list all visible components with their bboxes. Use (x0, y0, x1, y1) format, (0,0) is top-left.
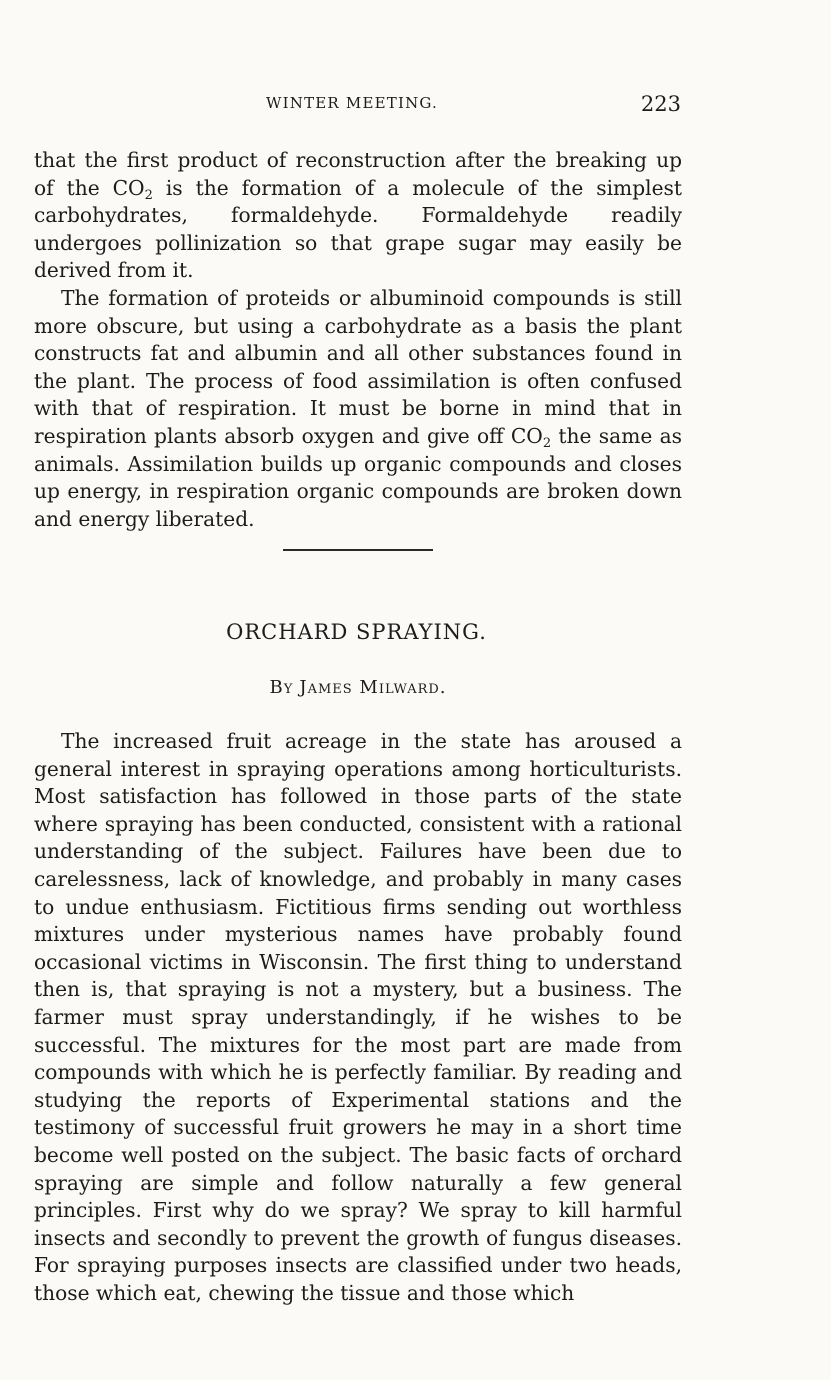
byline (0, 677, 716, 698)
author-name: James Milward. (299, 677, 447, 698)
paragraph-text: the same as animals. Assimilation builds up organic compounds and closes up energy, in respiration organic compounds are broken down and energy liberated. (34, 423, 682, 531)
paragraph-text: that the first product of reconstruction after the breaking up of the CO (34, 148, 682, 200)
running-head (0, 92, 831, 122)
running-title: WINTER MEETING. (266, 94, 439, 112)
paragraph (34, 147, 682, 285)
page-number: 223 (640, 92, 681, 116)
byline-prefix: By (269, 677, 294, 698)
paragraph-text: is the formation of a molecule of the simplest carbohydrates, formaldehyde. Formaldehyde readily undergoes pollinization so that grape sugar may easily be derived from it. (34, 175, 682, 283)
previous-article-text (34, 147, 682, 533)
paragraph: The increased fruit acreage in the state has aroused a general interest in spraying operations among horticulturists. Most satisfaction has followed in those parts of the state where spraying has been conducted, consistent with a rational understanding of the subject. Failures have been due to carelessness, lack of knowledge, and probably in many cases to undue enthusiasm. Fictitious firms sending out worthless mixtures under mysterious names have probably found occasional victims in Wisconsin. The first thing to understand then is, that spraying is not a mystery, but a business. The farmer must spray understandingly, if he wishes to be successful. The mixtures for the most part are made from compounds with which he is perfectly familiar. By reading and studying the reports of Experimental stations and the testimony of successful fruit growers he may in a short time become well posted on the subject. The basic facts of orchard spraying are simple and follow naturally a few general principles. First why do we spray? We spray to kill harmful insects and secondly to prevent the growth of fungus diseases. For spraying purposes insects are classified under two heads, those which eat, chewing the tissue and those which (34, 729, 682, 1305)
article-title: ORCHARD SPRAYING. (226, 620, 487, 644)
subscript: 2 (144, 187, 153, 203)
paragraph-text: The formation of proteids or albuminoid compounds is still more obscure, but using a carbohydrate as a basis the plant constructs fat and albumin and all other substances found in the plant. The process of food assimilation is often confused with that of respiration. It must be borne in mind that in respiration plants absorb oxygen and give off CO (34, 285, 682, 448)
paragraph (34, 285, 682, 533)
section-divider (283, 549, 433, 551)
article-body (34, 728, 682, 1307)
subscript: 2 (542, 435, 552, 451)
